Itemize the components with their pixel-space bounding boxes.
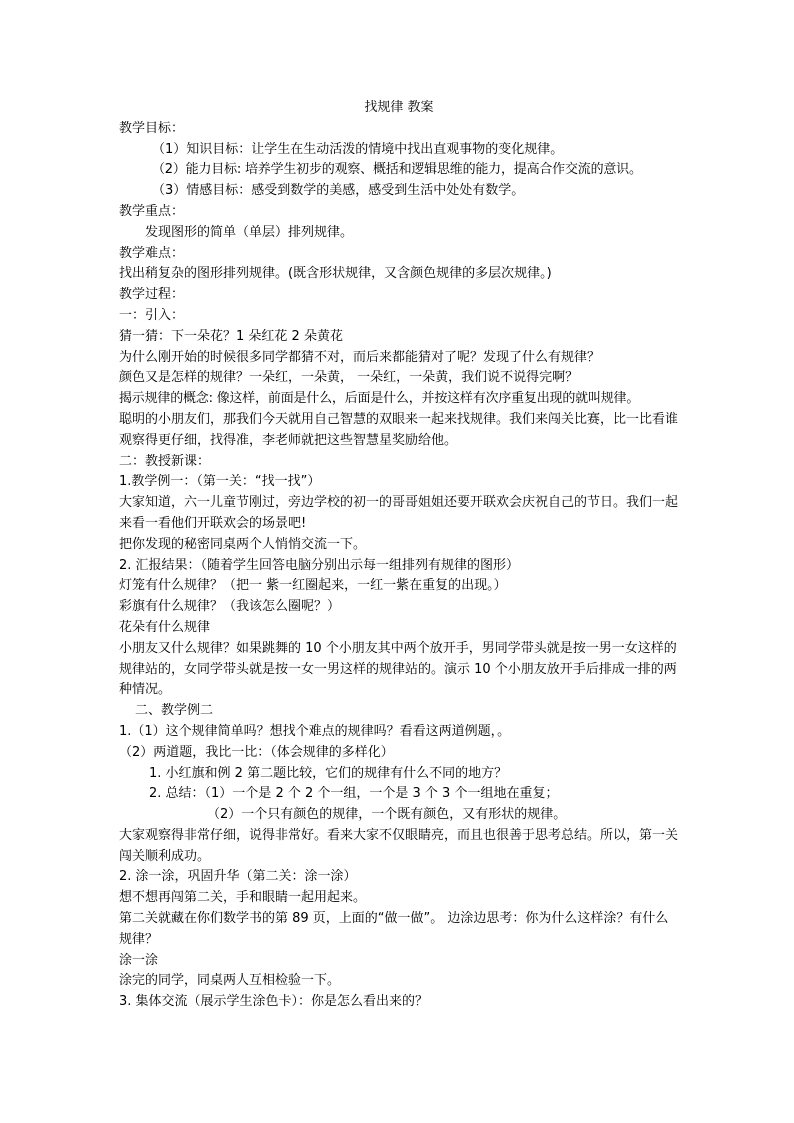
compare-line: 1. 小红旗和例 2 第二题比较，它们的规律有什么不同的地方？ (149, 765, 508, 781)
intro-paragraph: 聪明的小朋友们，那我们今天就用自己智慧的双眼来一起来找规律。我们来闯关比赛，比一比看谁观察得更仔细，找得准，李老师就把这些智慧星奖励给他。 (119, 411, 679, 448)
color-rule-line: 颜色又是怎样的规律？一朵红，一朵黄， 一朵红，一朵黄，我们说不说得完啊？ (119, 370, 579, 386)
summary-line-1: 2. 总结：（1）一个是 2 个 2 个一组，一个是 3 个 3 个一组地在重复； (149, 786, 559, 802)
summary-line-2: （2）一个只有颜色的规律，一个既有颜色，又有形状的规律。 (207, 807, 567, 823)
part-two-heading: 二：教授新课： (119, 453, 211, 469)
rule-concept-line: 揭示规律的概念: 像这样，前面是什么，后面是什么，并按这样有次序重复出现的就叫规律。 (119, 391, 640, 407)
flower-line: 花朵有什么规律 (119, 619, 211, 635)
section-heading-process: 教学过程： (119, 287, 185, 303)
example-one-heading: 1.教学例一：（第一关：“找一找”） (119, 474, 321, 490)
lantern-line: 灯笼有什么规律？（把一 紫一红圈起来，一红一紫在重复的出现。） (119, 578, 507, 594)
document-title: 找规律 教案 (364, 100, 434, 115)
difficulty-text: 找出稍复杂的图形排列规律。(既含形状规律，又含颜色规律的多层次规律。) (119, 266, 552, 282)
key-point-text: 发现图形的简单（单层）排列规律。 (145, 224, 354, 240)
coloring-intro: 想不想再闯第二关，手和眼睛一起用起来。 (119, 890, 367, 906)
guess-line: 猜一猜：下一朵花？1 朵红花 2 朵黄花 (119, 328, 343, 344)
group-exchange-line: 3. 集体交流（展示学生涂色卡）：你是怎么看出来的？ (119, 994, 429, 1010)
objective-ability: （2）能力目标: 培养学生初步的观察、概括和逻辑思维的能力，提高合作交流的意识。 (152, 162, 642, 178)
question-line: 为什么刚开始的时候很多同学都猜不对，而后来都能猜对了呢？发现了什么有规律？ (119, 349, 601, 365)
objective-emotion: （3）情感目标：感受到数学的美感，感受到生活中处处有数学。 (152, 183, 525, 199)
document-body (119, 98, 679, 1013)
section-heading-objectives: 教学目标： (119, 120, 185, 136)
objective-knowledge: （1）知识目标：让学生在生动活泼的情境中找出直观事物的变化规律。 (152, 141, 564, 157)
coloring-check: 涂完的同学，同桌两人互相检验一下。 (119, 973, 341, 989)
example-two-q1: 1.（1）这个规律简单吗？想找个难点的规律吗？看看这两道例题，。 (119, 723, 511, 739)
example-two-heading: 二、教学例二 (135, 703, 214, 719)
example-two-q2: （2）两道题，我比一比：（体会规律的多样化） (119, 744, 394, 760)
praise-paragraph: 大家观察得非常仔细，说得非常好。看来大家不仅眼睛亮，而且也很善于思考总结。所以，第一关闯关顺利成功。 (119, 827, 679, 864)
report-heading: 2. 汇报结果：（随着学生回答电脑分别出示每一组排列有规律的图形） (119, 557, 520, 573)
example-one-paragraph: 大家知道，六一儿童节刚过，旁边学校的初一的哥哥姐姐还要开联欢会庆祝自己的节日。我们一起来看一看他们开联欢会的场景吧! (119, 495, 679, 531)
children-paragraph: 小朋友又什么规律？如果跳舞的 10 个小朋友其中两个放开手，男同学带头就是按一男一女这样的规律站的，女同学带头就是按一女一男这样的规律站的。演示 10 个小朋友放开手后排成一排的两种情况。 (119, 640, 677, 698)
flag-line: 彩旗有什么规律？（我该怎么圈呢？） (119, 599, 341, 615)
share-line: 把你发现的秘密同桌两个人悄悄交流一下。 (119, 536, 367, 552)
coloring-instructions: 第二关就藏在你们数学书的第 89 页，上面的“做一做”。 边涂边思考：你为什么这样涂？有什么规律？ (119, 911, 669, 947)
part-one-heading: 一：引入： (119, 307, 185, 323)
section-heading-difficulties: 教学难点： (119, 245, 185, 261)
coloring-heading: 2. 涂一涂，巩固升华（第二关：涂一涂） (119, 869, 357, 885)
section-heading-key-points: 教学重点： (119, 203, 185, 219)
coloring-label: 涂一涂 (119, 952, 159, 968)
